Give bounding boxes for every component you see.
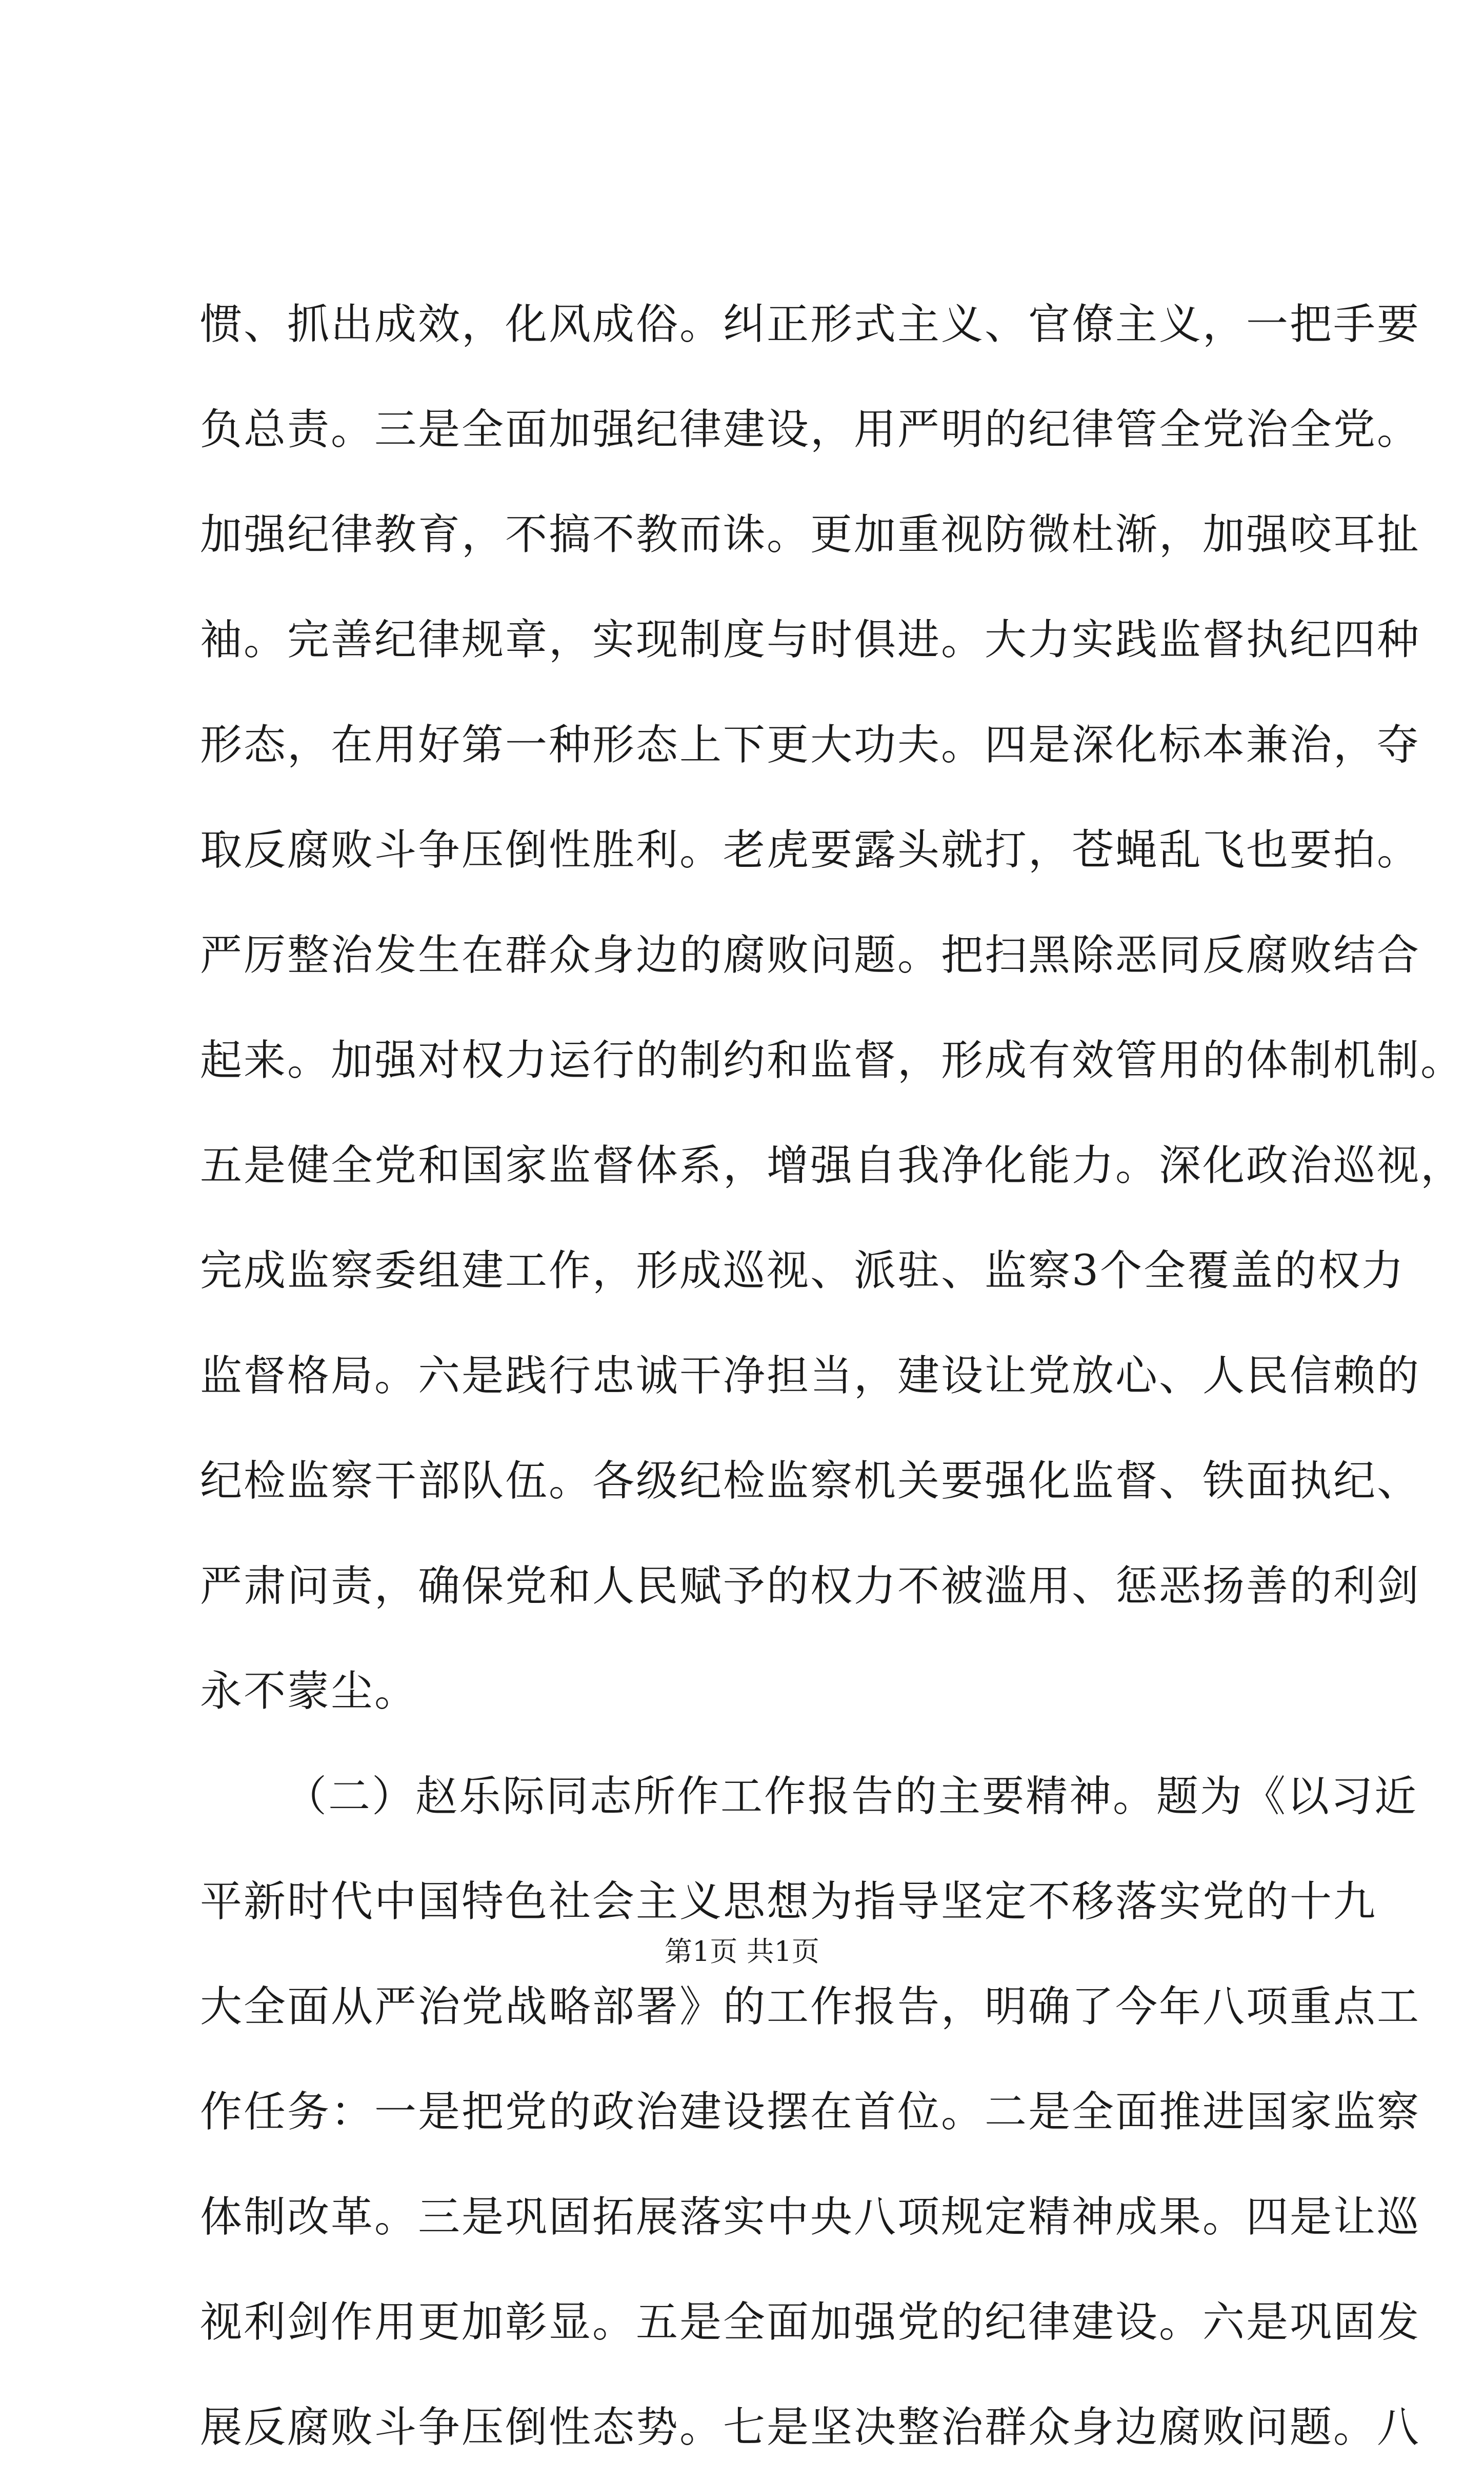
text-line: 袖。完善纪律规章，实现制度与时俱进。大力实践监督执纪四种 [200, 616, 1421, 664]
text-line: 严肃问责，确保党和人民赋予的权力不被滥用、惩恶扬善的利剑 [200, 1562, 1421, 1611]
text-line: 负总责。三是全面加强纪律建设，用严明的纪律管全党治全党。 [200, 405, 1421, 454]
text-line: 监督格局。六是践行忠诚干净担当，建设让党放心、人民信赖的 [200, 1352, 1421, 1400]
text-line: 取反腐败斗争压倒性胜利。老虎要露头就打，苍蝇乱飞也要拍。 [200, 826, 1421, 875]
text-line: 大全面从严治党战略部署》的工作报告，明确了今年八项重点工 [200, 1982, 1421, 2031]
document-body [200, 272, 1465, 2480]
text-line: 形态，在用好第一种形态上下更大功夫。四是深化标本兼治，夺 [200, 721, 1421, 769]
text-line: 永不蒙尘。 [200, 1667, 418, 1716]
text-line: 平新时代中国特色社会主义思想为指导坚定不移落实党的十九 [200, 1877, 1377, 1926]
text-line: 加强纪律教育，不搞不教而诛。更加重视防微杜渐，加强咬耳扯 [200, 510, 1421, 559]
text-line: 惯、抓出成效，化风成俗。纠正形式主义、官僚主义，一把手要 [200, 300, 1421, 349]
text-line: 完成监察委组建工作，形成巡视、派驻、监察3个全覆盖的权力 [200, 1246, 1406, 1295]
text-line: 五是健全党和国家监督体系，增强自我净化能力。深化政治巡视， [200, 1141, 1465, 1190]
paragraph-start-line: （二）赵乐际同志所作工作报告的主要精神。题为《以习近 [285, 1772, 1418, 1821]
text-line: 严厉整治发生在群众身边的腐败问题。把扫黑除恶同反腐败结合 [200, 931, 1421, 980]
text-line: 视利剑作用更加彰显。五是全面加强党的纪律建设。六是巩固发 [200, 2298, 1421, 2347]
text-line: 纪检监察干部队伍。各级纪检监察机关要强化监督、铁面执纪、 [200, 1457, 1421, 1505]
text-line: 体制改革。三是巩固拓展落实中央八项规定精神成果。四是让巡 [200, 2193, 1421, 2241]
text-line: 起来。加强对权力运行的制约和监督，形成有效管用的体制机制。 [200, 1036, 1465, 1085]
text-line: 作任务：一是把党的政治建设摆在首位。二是全面推进国家监察 [200, 2088, 1421, 2136]
page-footer: 第1页 共1页 [665, 1935, 819, 1968]
text-line: 展反腐败斗争压倒性态势。七是坚决整治群众身边腐败问题。八 [200, 2403, 1421, 2452]
